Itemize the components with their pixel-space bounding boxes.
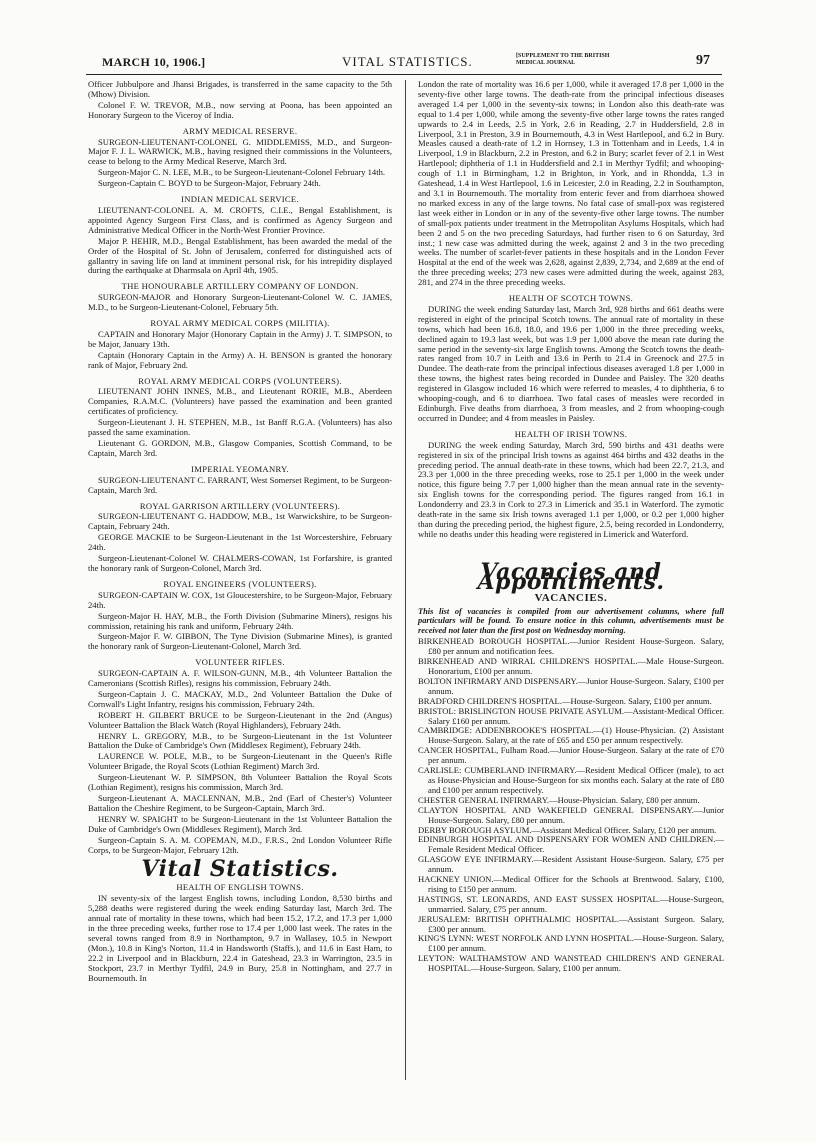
- london-text: London the rate of mortality was 16.6 per 1,000, while it averaged 17.8 per 1,000 in the seventy-five other large towns. The death-rate from the principal infectious diseases averaged 1.4 per 1,000 in the seventy-six towns; in London also this death-rate was equal to 1.4 per 1,000, while among the seventy-five other large towns the rates ranged upwards to 2.4 in Leeds, 2.5 in York, 2.6 in Reading, 2.7 in Huddersfield, 2.8 in Liverpool, 3.1 in Preston, 3.9 in Bournemouth, 4.3 in West Hartlepool, and 6.2 in Bury. Measles caused a death-rate of 1.2 in Hornsey, 1.3 in Tottenham and in Leeds, 1.4 in Liverpool, 1.9 in Blackburn, 2.2 in Preston, and 6.2 in Bury; scarlet fever of 2.1 in West Hartlepool; diphtheria of 1.1 in Huddersfield and 2.1 in Merthyr Tydfil; and whooping-cough of 1.1 in Birmingham, 1.2 in Brighton, in York, and in Rhondda, 1.3 in Gateshead, 1.4 in West Hartlepool, 1.6 in Leicester, 2.0 in Reading, 2.2 in Southampton, and 3.1 in Bournemouth. The mortality from enteric fever and from diarrhoea showed no marked excess in any of the large towns. No fatal case of small-pox was registered last week either in London or in any of the seventy-five other large towns. The number of small-pox patients under treatment in the Metropolitan Asylums Hospitals, which had been 2 and 5 on the two preceding Saturdays, had further risen to 6 on Saturday, 3rd inst.; 1 new case was admitted during the week, against 2 and 3 in the two preceding weeks. The number of scarlet-fever patients in these hospitals and in the London Fever Hospital at the end of the week was 2,628, against 2,839, 2,734, and 2,689 at the end of the three preceding weeks; 273 new cases were admitted during the week, against 283, 281, and 274 in the three preceding weeks.: [418, 79, 724, 288]
- scotch-towns-title: HEALTH OF SCOTCH TOWNS.: [508, 293, 634, 304]
- section-paragraph: LIEUTENANT JOHN INNES, M.B., and Lieutenant RORIE, M.B., Aberdeen Companies, R.A.M.C. (Volunteers) have passed the examination and been granted certificates of proficiency.: [88, 386, 392, 417]
- section-paragraph: Lieutenant G. GORDON, M.B., Glasgow Companies, Scottish Command, to be Captain, March 3rd.: [88, 438, 392, 458]
- vacancy-item: HASTINGS, ST. LEONARDS, AND EAST SUSSEX HOSPITAL.—House-Surgeon, unmarried. Salary, £75 per annum.: [418, 893, 724, 914]
- irish-towns-text: DURING the week ending Saturday, March 3rd, 590 births and 431 deaths were registered in six of the principal Irish towns as against 464 births and 432 deaths in the preceding period. The annual death-rate in these towns, which had been 22.7, 21.3, and 23.3 per 1,000 in the three preceding weeks, rose to 25.1 per 1,000 in the week under notice, this figure being 7.7 per 1,000 higher than the mean annual rate in the seventy-six English towns for the corresponding period. The figures ranged from 16.1 in Londonderry and 23.3 in Cork to 27.3 in Limerick and 35.1 in Waterford. The zymotic death-rate in the same six Irish towns averaged 1.1 per 1,000, or 0.2 per 1,000 higher than during the preceding period, the highest figure, 2.5, being recorded in Londonderry, while no deaths under this heading were registered in Limerick and Waterford.: [418, 439, 724, 539]
- intro-paragraph: Colonel F. W. TREVOR, M.B., now serving at Poona, has been appointed an Honorary Surgeon to the Viceroy of India.: [88, 99, 392, 120]
- section-title: ROYAL ARMY MEDICAL CORPS (MILITIA).: [150, 318, 330, 329]
- vacancy-item: CHESTER GENERAL INFIRMARY.—House-Physician. Salary, £80 per annum.: [418, 794, 700, 805]
- section-paragraph: Surgeon-Major H. HAY, M.B., the Forth Division (Submarine Miners), resigns his commission, retaining his rank and uniform, February 24th.: [88, 610, 392, 631]
- vacancy-item: CAMBRIDGE: ADDENBROOKE'S HOSPITAL.—(1) House-Physician. (2) Assistant House-Surgeon. Salary, at the rate of £65 and £50 per annum respectively.: [418, 725, 724, 746]
- section-paragraph: Surgeon-Major F. W. GIBBON, The Tyne Division (Submarine Mines), is granted the honorary rank of Surgeon-Lieutenant-Colonel, March 3rd.: [88, 631, 392, 652]
- vacancy-item: CANCER HOSPITAL, Fulham Road.—Junior House-Surgeon. Salary at the rate of £70 per annum.: [418, 745, 724, 766]
- section-paragraph: Surgeon-Lieutenant A. MACLENNAN, M.B., 2nd (Earl of Chester's) Volunteer Battalion the Cheshire Regiment, to be Surgeon-Captain, March 3rd.: [88, 793, 392, 813]
- vacancies-banner: Vacancies and Appointments.: [477, 558, 665, 595]
- right-column: [418, 80, 724, 974]
- header-date: MARCH 10, 1906.]: [102, 55, 206, 69]
- vacancy-item: HACKNEY UNION.—Medical Officer for the Schools at Brentwood. Salary, £100, rising to £150 per annum.: [418, 874, 724, 894]
- vacancy-item: BRISTOL: BRISLINGTON HOUSE PRIVATE ASYLUM.—Assistant-Medical Officer. Salary £160 per annum.: [418, 705, 724, 726]
- page-header: [86, 53, 722, 75]
- page-number: 97: [696, 53, 710, 68]
- irish-towns-title: HEALTH OF IRISH TOWNS.: [514, 428, 628, 439]
- section-paragraph: Major P. HEHIR, M.D., Bengal Establishment, has been awarded the medal of the Order of the Hospital of St. John of Jerusalem, conferred for distinguished acts of gallantry in saving life on land at imminent personal risk, for his intrepidity displayed during the earthquake at Dharmsala on April 4th, 1905.: [88, 235, 392, 276]
- vacancy-item: DERBY BOROUGH ASYLUM.—Assistant Medical Officer. Salary, £120 per annum.: [418, 824, 717, 835]
- vacancies-note: This list of vacancies is compiled from our advertisement columns, where full particulars will be found. To ensure notice in this column, advertisements must be received not later than the first post on Wednesday morning.: [418, 606, 724, 635]
- section-paragraph: LAURENCE W. POLE, M.B., to be Surgeon-Lieutenant in the Queen's Rifle Volunteer Brigade, the Royal Scots (Lothian Regiment) March 3rd.: [88, 751, 392, 772]
- section-paragraph: SURGEON-LIEUTENANT-COLONEL G. MIDDLEMISS, M.D., and Surgeon-Major F. J. L. WARWICK, M.B., having resigned their commissions in the Volunteers, cease to belong to the Army Medical Reserve, March 3rd.: [88, 136, 392, 167]
- vital-statistics-heading: Vital Statistics.: [141, 856, 339, 883]
- service-appointments: [88, 127, 392, 856]
- vacancy-item: BRADFORD CHILDREN'S HOSPITAL.—House-Surgeon. Salary, £100 per annum.: [418, 695, 712, 706]
- section-title: ARMY MEDICAL RESERVE.: [182, 125, 298, 136]
- section-paragraph: HENRY L. GREGORY, M.B., to be Surgeon-Lieutenant in the 1st Volunteer Battalion the Duke of Cambridge's Own (Middlesex Regiment), February 24th.: [88, 730, 392, 751]
- vacancy-item: BIRKENHEAD BOROUGH HOSPITAL.—Junior Resident House-Surgeon. Salary, £80 per annum and notification fees.: [418, 636, 724, 657]
- section-paragraph: SURGEON-CAPTAIN W. COX, 1st Gloucestershire, to be Surgeon-Major, February 24th.: [88, 589, 392, 610]
- section-paragraph: Surgeon-Lieutenant W. P. SIMPSON, 8th Volunteer Battalion the Royal Scots (Lothian Regiment), resigns his commission, March 3rd.: [88, 772, 392, 793]
- section-title: ROYAL ARMY MEDICAL CORPS (VOLUNTEERS).: [138, 375, 342, 386]
- appointments-intro: [88, 80, 392, 121]
- vacancy-list: [418, 637, 724, 974]
- column-divider: [405, 80, 406, 1080]
- vacancy-item: BOLTON INFIRMARY AND DISPENSARY.—Junior House-Surgeon. Salary, £100 per annum.: [418, 675, 724, 696]
- vacancy-item: GLASGOW EYE INFIRMARY.—Resident Assistant House-Surgeon. Salary, £75 per annum.: [418, 854, 724, 875]
- vacancy-item: EDINBURGH HOSPITAL AND DISPENSARY FOR WOMEN AND CHILDREN.—Female Resident Medical Officer.: [418, 834, 724, 855]
- section-title: VOLUNTEER RIFLES.: [195, 657, 285, 668]
- left-column: [88, 80, 392, 984]
- section-paragraph: Surgeon-Captain J. C. MACKAY, M.D., 2nd Volunteer Battalion the Duke of Cornwall's Light Infantry, resigns his commission, February 24th.: [88, 688, 392, 709]
- section-title: IMPERIAL YEOMANRY.: [191, 463, 289, 474]
- section-paragraph: SURGEON-MAJOR and Honorary Surgeon-Lieutenant-Colonel W. C. JAMES, M.D., to be Surgeon-Lieutenant-Colonel, February 5th.: [88, 292, 392, 313]
- section-title: INDIAN MEDICAL SERVICE.: [181, 194, 299, 205]
- vacancy-item: CARLISLE: CUMBERLAND INFIRMARY.—Resident Medical Officer (male), to act as House-Physician and House-Surgeon for six months each. Salary at the rate of £80 and £100 per annum respectively.: [418, 765, 724, 795]
- section-paragraph: Surgeon-Lieutenant J. H. STEPHEN, M.B., 1st Banff R.G.A. (Volunteers) has also passed the same examination.: [88, 417, 392, 438]
- vacancy-item: BIRKENHEAD AND WIRRAL CHILDREN'S HOSPITAL.—Male House-Surgeon. Honorarium, £100 per annum.: [418, 656, 724, 676]
- english-towns-text: IN seventy-six of the largest English towns, including London, 8,530 births and 5,288 deaths were registered during the week ending Saturday last, March 3rd. The annual rate of mortality in these towns, which had been 15.2, 17.2, and 17.3 per 1,000 in the three preceding weeks, further rose to 17.4 per 1,000 last week. The rates in the several towns ranged from 8.9 in Northampton, 9.7 in Wallasey, 10.5 in Newport (Mon.), 10.8 in King's Norton, 11.4 in Handsworth (Staffs.), and 11.6 in East Ham, to 22.2 in Liverpool and in Blackburn, 22.4 in Gateshead, 23.3 in Warrington, 23.5 in Stockport, 23.7 in Merthyr Tydfil, 24.9 in Bury, 25.8 in Nottingham, and 27.7 in Bournemouth. In: [88, 893, 392, 983]
- vacancy-item: CLAYTON HOSPITAL AND WAKEFIELD GENERAL DISPENSARY.—Junior House-Surgeon. Salary, £80 per annum.: [418, 804, 724, 825]
- intro-paragraph: Officer Jubbulpore and Jhansi Brigades, is transferred in the same capacity to the 5th (Mhow) Division.: [88, 79, 392, 99]
- section-paragraph: Surgeon-Captain C. BOYD to be Surgeon-Major, February 24th.: [98, 178, 321, 189]
- header-supplement: [SUPPLEMENT TO THE BRITISH MEDICAL JOURNAL: [516, 53, 610, 66]
- scotch-towns-text: DURING the week ending Saturday last, March 3rd, 928 births and 661 deaths were registered in eight of the principal Scotch towns. The annual rate of mortality in these towns, which had been 16.8, 18.0, and 19.6 per 1,000 in the three preceding weeks, declined again to 19.3 last week, but was 1.9 per 1,000 above the mean rate during the same period in the seventy-six large English towns. Among the Scotch towns the death-rates ranged from 10.7 in Leith and 13.6 in Perth to 21.4 in Greenock and 27.5 in Dundee. The death-rate from the principal infectious diseases averaged 1.8 per 1,000 in these towns, the highest rates being recorded in Dundee and Paisley. The 320 deaths registered in Glasgow included 16 which were referred to measles, 4 to diphtheria, 6 to whooping-cough, and 6 to diarrhoea. Two fatal cases of measles were recorded in Edinburgh. Five deaths from diarrhoea, 3 from measles, and 2 from whooping-cough occurred in Dundee; and 4 from measles in Paisley.: [418, 303, 724, 423]
- vacancy-item: JERUSALEM: BRITISH OPHTHALMIC HOSPITAL.—Assistant Surgeon. Salary, £300 per annum.: [418, 913, 724, 934]
- section-paragraph: Surgeon-Captain S. A. M. COPEMAN, M.D., F.R.S., 2nd London Volunteer Rifle Corps, to be Surgeon-Major, February 12th.: [88, 834, 392, 855]
- vacancy-item: LEYTON: WALTHAMSTOW AND WANSTEAD CHILDREN'S AND GENERAL HOSPITAL.—House-Surgeon. Salary, £100 per annum.: [418, 953, 724, 974]
- section-paragraph: ROBERT H. GILBERT BRUCE to be Surgeon-Lieutenant in the 2nd (Angus) Volunteer Battalion the Black Watch (Royal Highlanders), February 24th.: [88, 709, 392, 730]
- vacancy-item: KING'S LYNN: WEST NORFOLK AND LYNN HOSPITAL.—House-Surgeon. Salary, £100 per annum.: [418, 933, 724, 954]
- section-title: ROYAL ENGINEERS (VOLUNTEERS).: [163, 578, 317, 589]
- section-paragraph: LIEUTENANT-COLONEL A. M. CROFTS, C.I.E., Bengal Establishment, is appointed Agency Surgeon First Class, and is confirmed as Agency Surgeon and Administrative Medical Officer in the North-West Frontier Province.: [88, 204, 392, 235]
- section-paragraph: Surgeon-Major C. N. LEE, M.B., to be Surgeon-Lieutenant-Colonel February 14th.: [98, 167, 386, 178]
- vacancies-title: VACANCIES.: [534, 591, 608, 604]
- section-paragraph: Captain (Honorary Captain in the Army) A. H. BENSON is granted the honorary rank of Major, February 2nd.: [88, 349, 392, 370]
- english-towns-title: HEALTH OF ENGLISH TOWNS.: [176, 882, 304, 893]
- section-paragraph: HENRY W. SPAIGHT to be Surgeon-Lieutenant in the 1st Volunteer Battalion the Duke of Cambridge's Own (Middlesex Regiment), March 3rd.: [88, 813, 392, 834]
- section-paragraph: GEORGE MACKIE to be Surgeon-Lieutenant in the 1st Worcestershire, February 24th.: [88, 532, 392, 553]
- section-title: ROYAL GARRISON ARTILLERY (VOLUNTEERS).: [139, 500, 341, 511]
- section-paragraph: CAPTAIN and Honorary Major (Honorary Captain in the Army) J. T. SIMPSON, to be Major, January 13th.: [88, 328, 392, 349]
- section-paragraph: Surgeon-Lieutenant-Colonel W. CHALMERS-COWAN, 1st Forfarshire, is granted the honorary rank of Surgeon-Colonel, March 3rd.: [88, 553, 392, 573]
- section-title: THE HONOURABLE ARTILLERY COMPANY OF LONDON.: [121, 281, 359, 292]
- section-paragraph: SURGEON-CAPTAIN A. F. WILSON-GUNN, M.B., 4th Volunteer Battalion the Cameronians (Scottish Rifles), resigns his commission, February 24th.: [88, 668, 392, 689]
- header-title: VITAL STATISTICS.: [342, 54, 473, 69]
- section-paragraph: SURGEON-LIEUTENANT C. FARRANT, West Somerset Regiment, to be Surgeon-Captain, March 3rd.: [88, 474, 392, 495]
- section-paragraph: SURGEON-LIEUTENANT G. HADDOW, M.B., 1st Warwickshire, to be Surgeon-Captain, February 24th.: [88, 511, 392, 532]
